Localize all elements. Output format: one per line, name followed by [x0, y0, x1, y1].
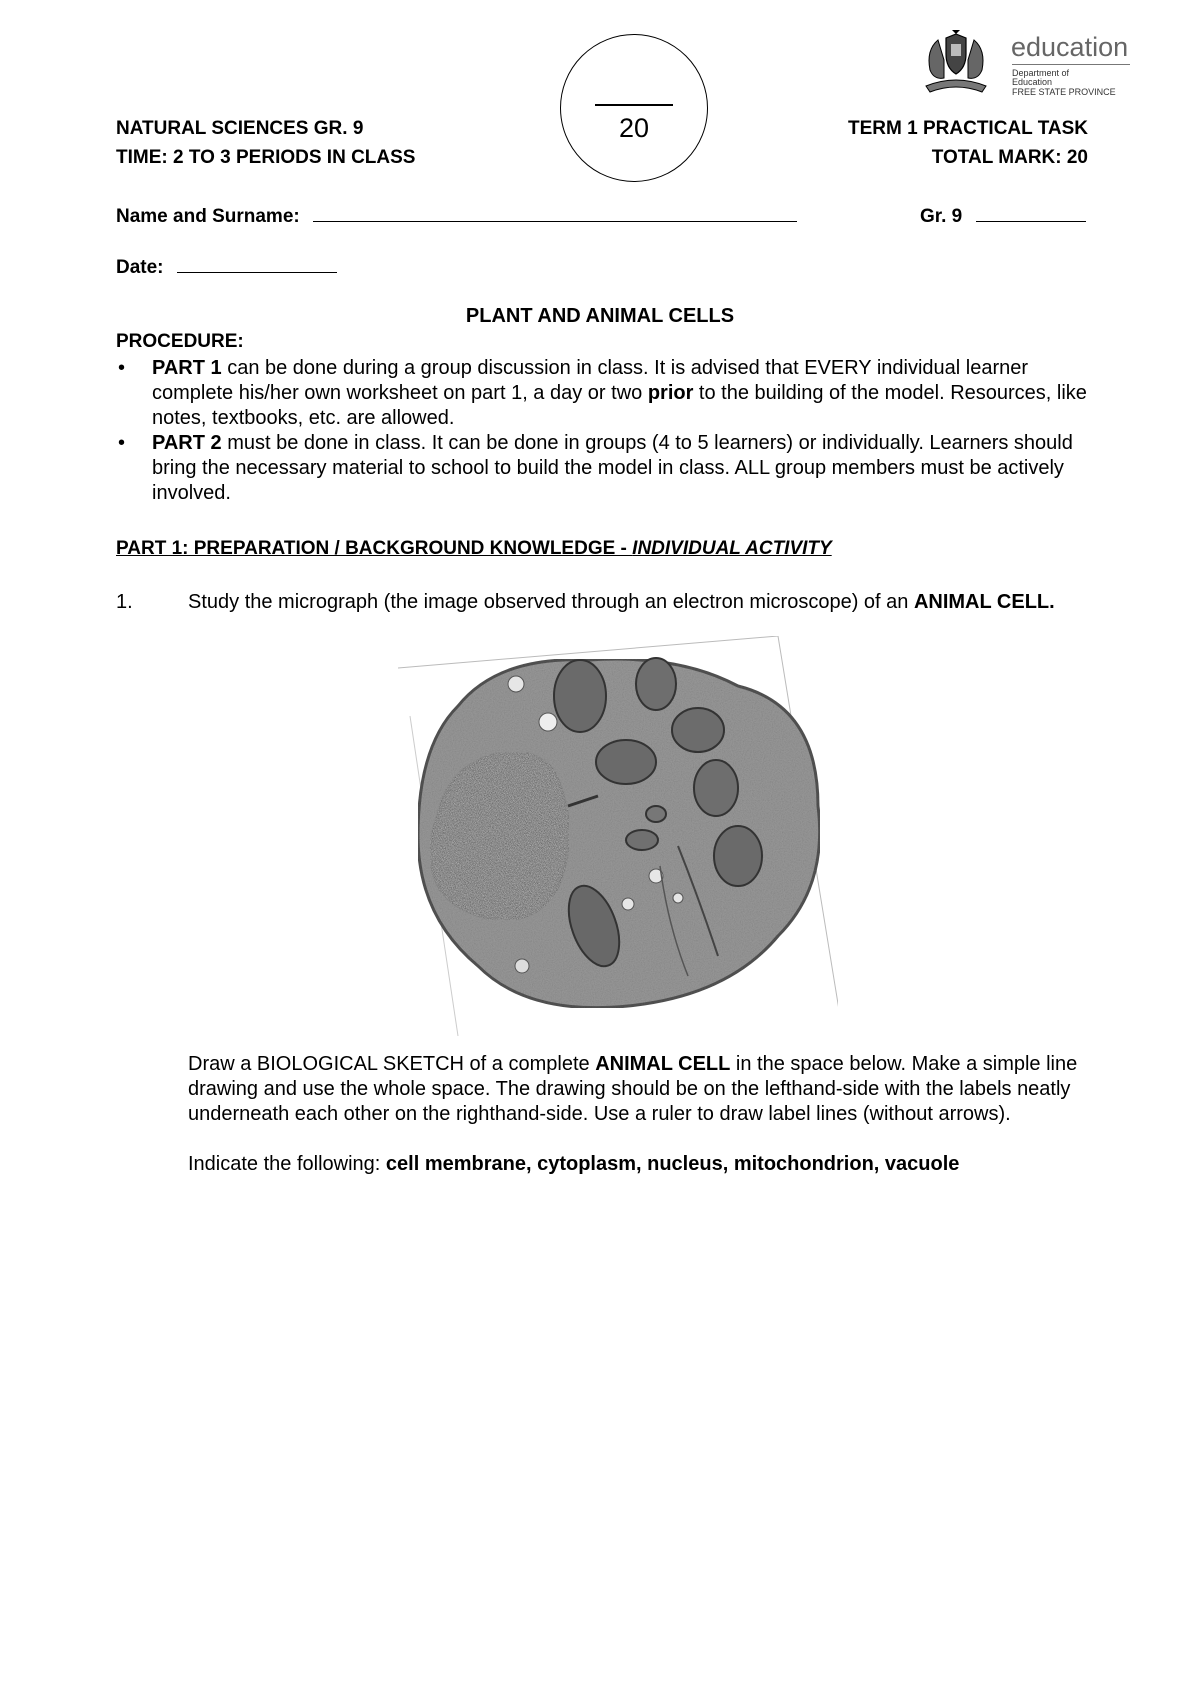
grade-label: Gr. 9 — [920, 206, 963, 227]
animal-cell-micrograph — [398, 636, 838, 1036]
procedure-list — [114, 356, 1094, 506]
date-field[interactable] — [116, 254, 337, 279]
name-field[interactable] — [116, 203, 797, 228]
drawing-area[interactable] — [116, 1190, 1086, 1660]
grade-field[interactable] — [920, 203, 1086, 228]
grade-blank[interactable] — [976, 203, 1086, 222]
logo-word: education — [1011, 32, 1129, 62]
question-text: Study the micrograph (the image observed through an electron microscope) of an ANIMAL CELL. — [188, 591, 1055, 613]
date-blank[interactable] — [177, 254, 337, 273]
department-logo — [908, 30, 1148, 100]
subject-heading: NATURAL SCIENCES GR. 9 — [116, 118, 364, 139]
procedure-item: • PART 1 can be done during a group discussion in class. It is advised that EVERY individual learner complete his/her own worksheet on part 1, a day or two prior to the building of the model. Resources, like notes, textbooks, etc. are allowed. — [114, 356, 1094, 431]
time-heading: TIME: 2 TO 3 PERIODS IN CLASS — [116, 147, 416, 168]
name-label: Name and Surname: — [116, 206, 300, 227]
procedure-heading: PROCEDURE: — [116, 331, 244, 352]
page-title: PLANT AND ANIMAL CELLS — [465, 305, 735, 327]
logo-line-2: Education — [1012, 77, 1053, 87]
animal-cell-micrograph-icon — [398, 636, 838, 1036]
logo-line-1: Department of — [1012, 68, 1070, 78]
total-mark-heading: TOTAL MARK: 20 — [931, 147, 1088, 168]
indicate-list: Indicate the following: cell membrane, cytoplasm, nucleus, mitochondrion, vacuole — [188, 1153, 960, 1175]
procedure-item: • PART 2 must be done in class. It can be done in groups (4 to 5 learners) or individually. Learners should bring the necessary material to school to build the model in class. ALL group members must be actively involved. — [114, 431, 1094, 506]
name-blank[interactable] — [313, 203, 797, 222]
part1-heading: PART 1: PREPARATION / BACKGROUND KNOWLEDGE - INDIVIDUAL ACTIVITY — [116, 538, 832, 559]
mark-circle — [560, 34, 708, 182]
logo-line-3: FREE STATE PROVINCE — [1012, 87, 1116, 97]
date-label: Date: — [116, 257, 164, 278]
task-heading: TERM 1 PRACTICAL TASK — [848, 118, 1088, 139]
sketch-instructions: Draw a BIOLOGICAL SKETCH of a complete ANIMAL CELL in the space below. Make a simple line drawing and use the whole space. The drawing should be on the lefthand-side with the labels neatly underneath each other on the righthand-side. Use a ruler to draw label lines (without arrows). — [188, 1053, 1078, 1125]
coat-of-arms-icon — [908, 30, 1004, 96]
mark-total: 20 — [618, 113, 650, 143]
question-number: 1. — [116, 591, 133, 613]
